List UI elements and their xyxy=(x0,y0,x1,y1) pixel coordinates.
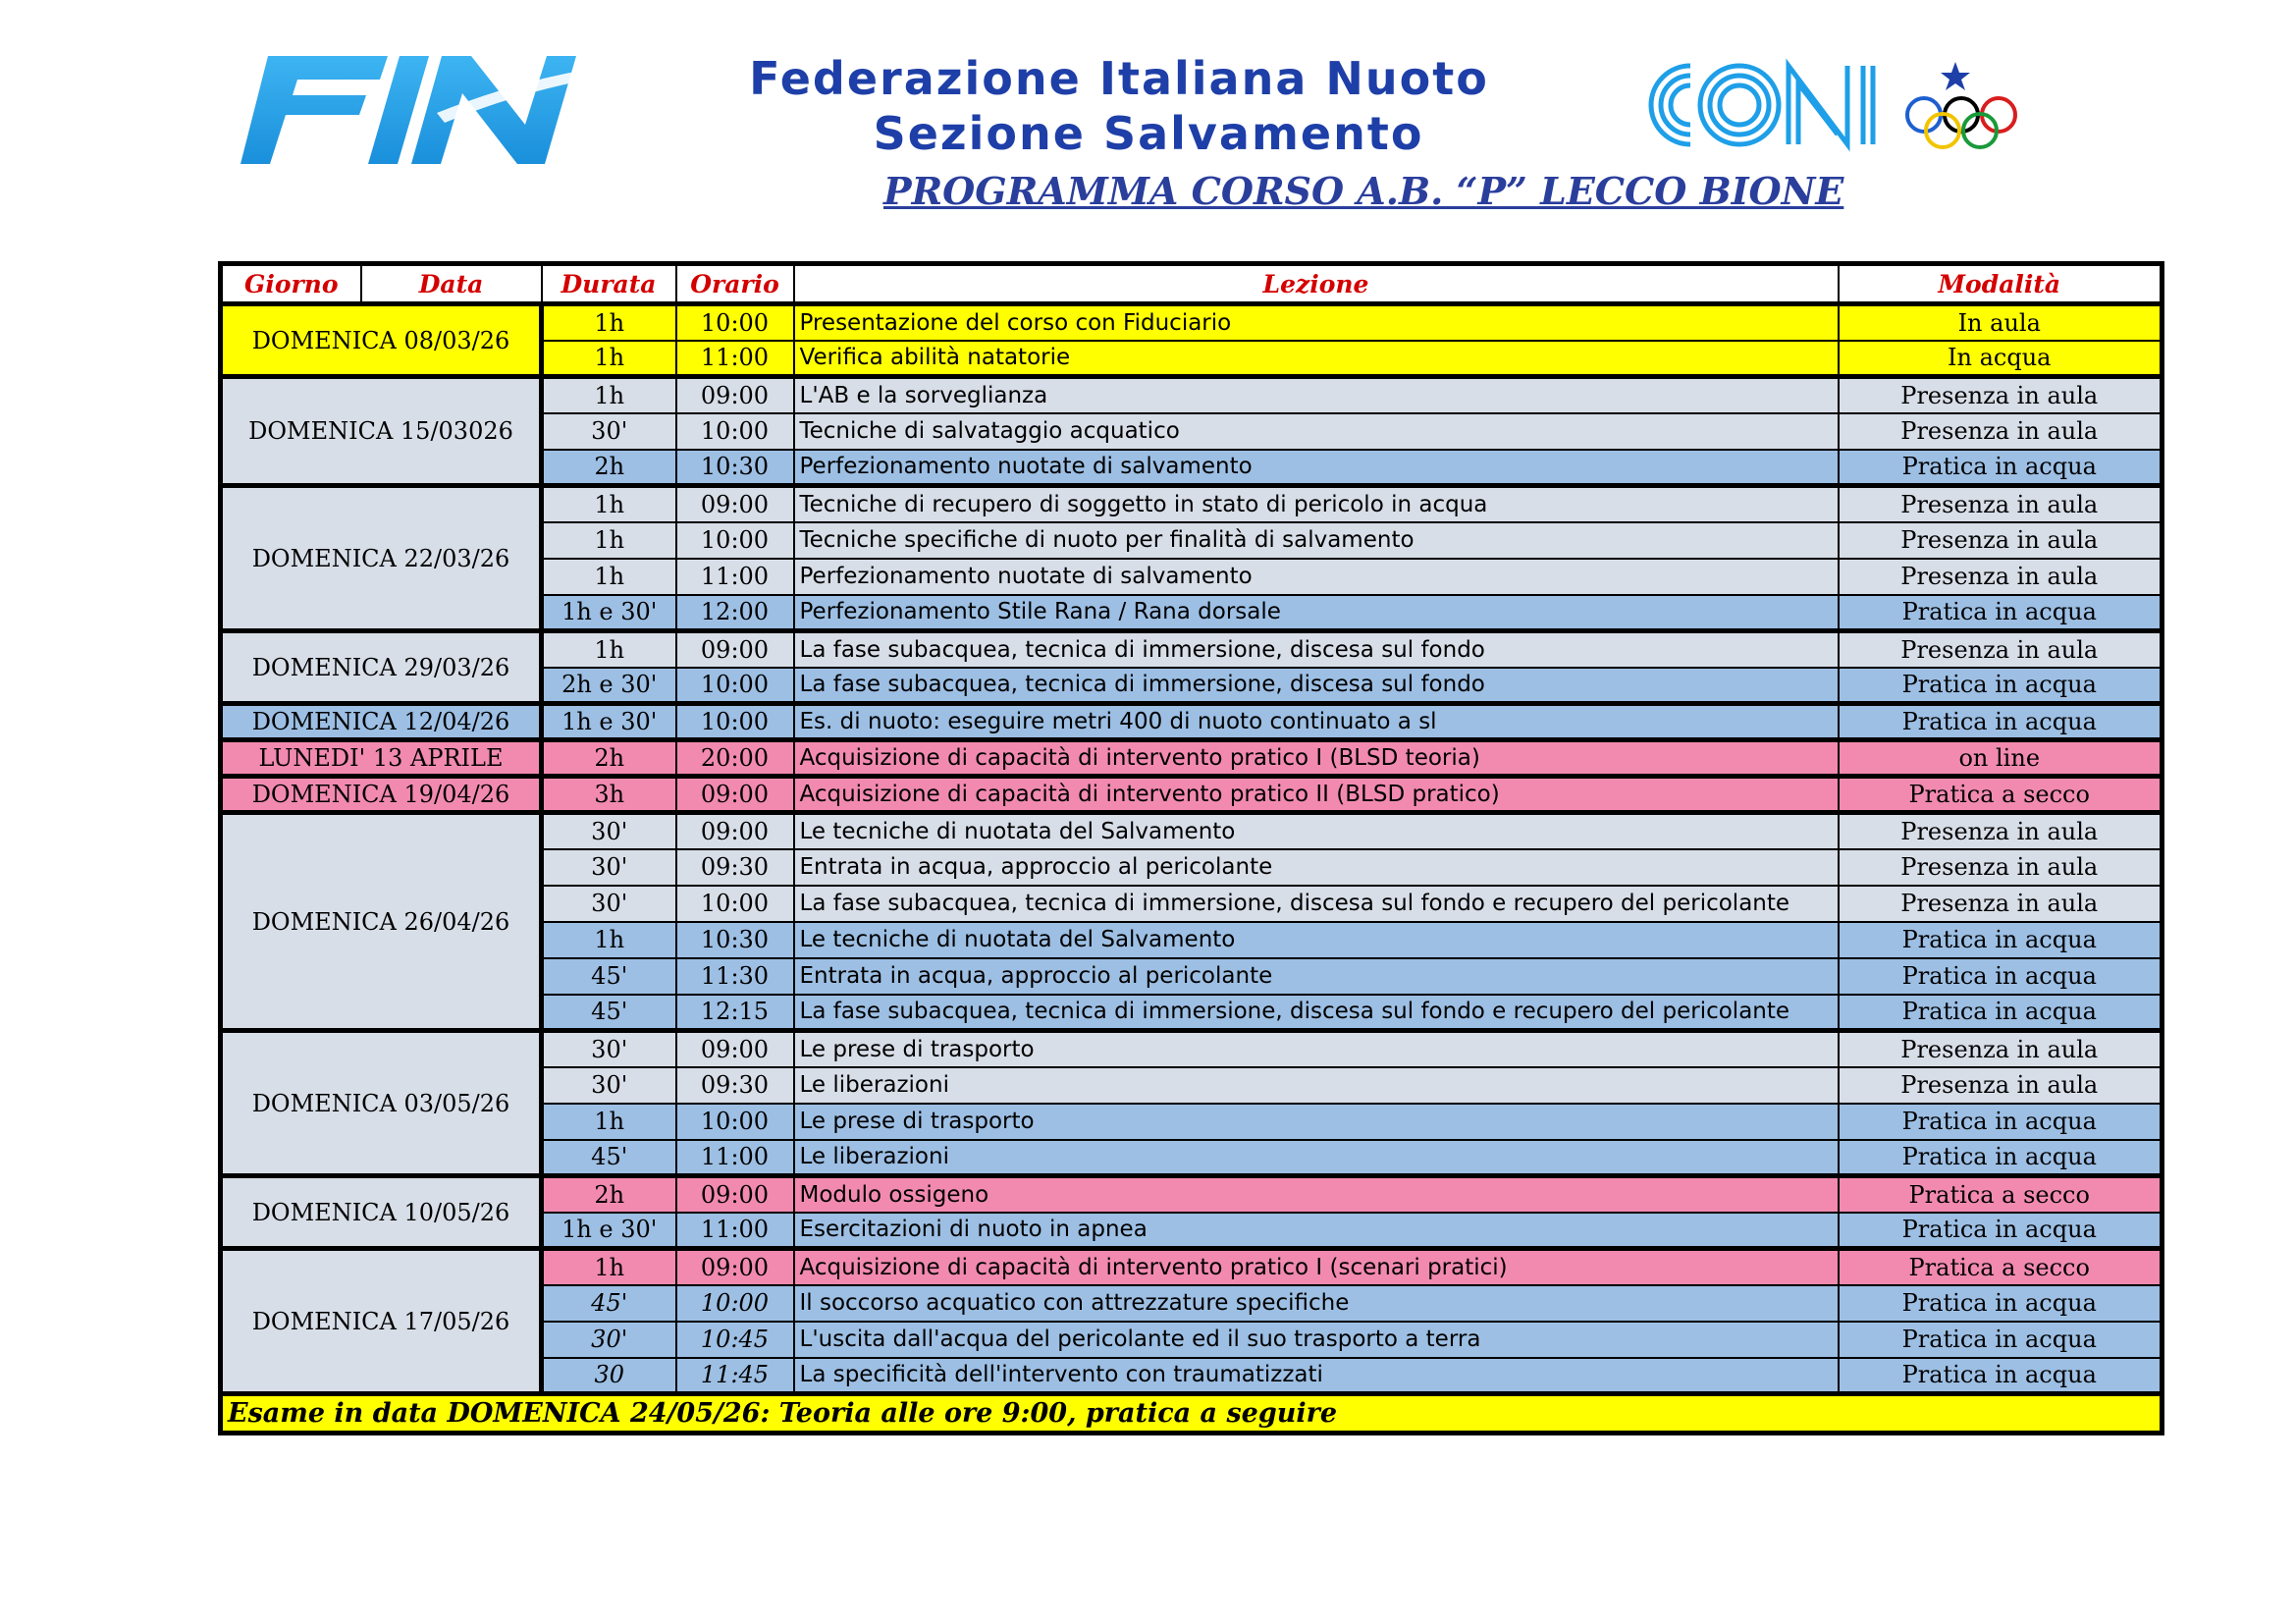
durata-cell: 1h xyxy=(542,486,676,522)
lezione-cell: Es. di nuoto: eseguire metri 400 di nuoto continuato a sl xyxy=(794,704,1839,740)
durata-cell: 45' xyxy=(542,995,676,1031)
federation-name: Federazione Italiana Nuoto xyxy=(749,52,1489,105)
section-name: Sezione Salvamento xyxy=(873,107,1424,160)
federation-title xyxy=(648,51,1590,161)
modalita-cell: Presenza in aula xyxy=(1839,377,2163,413)
day-date-cell: DOMENICA 08/03/26 xyxy=(221,304,542,377)
modalita-cell: Pratica in acqua xyxy=(1839,1358,2163,1394)
lezione-cell: Le liberazioni xyxy=(794,1140,1839,1176)
modalita-cell: Pratica in acqua xyxy=(1839,922,2163,958)
modalita-cell: Pratica in acqua xyxy=(1839,1140,2163,1176)
modalita-cell: Pratica in acqua xyxy=(1839,1213,2163,1249)
lezione-cell: Acquisizione di capacità di intervento pratico I (BLSD teoria) xyxy=(794,740,1839,777)
day-date-cell: LUNEDI' 13 APRILE xyxy=(221,740,542,777)
orario-cell: 10:30 xyxy=(676,450,794,486)
durata-cell: 2h xyxy=(542,450,676,486)
modalita-cell: Presenza in aula xyxy=(1839,849,2163,886)
modalita-cell: Pratica in acqua xyxy=(1839,450,2163,486)
lezione-cell: L'uscita dall'acqua del pericolante ed il suo trasporto a terra xyxy=(794,1322,1839,1358)
orario-cell: 09:00 xyxy=(676,1249,794,1285)
modalita-cell: Pratica a secco xyxy=(1839,1249,2163,1285)
orario-cell: 10:00 xyxy=(676,886,794,922)
lezione-cell: Acquisizione di capacità di intervento pratico I (scenari pratici) xyxy=(794,1249,1839,1285)
orario-cell: 11:45 xyxy=(676,1358,794,1394)
durata-cell: 1h xyxy=(542,341,676,377)
orario-cell: 12:00 xyxy=(676,595,794,631)
lezione-cell: Tecniche di salvataggio acquatico xyxy=(794,413,1839,450)
modalita-cell: Pratica in acqua xyxy=(1839,704,2163,740)
orario-cell: 11:00 xyxy=(676,341,794,377)
lezione-cell: Entrata in acqua, approccio al pericolante xyxy=(794,958,1839,995)
program-title: PROGRAMMA CORSO A.B. “P” LECCO BIONE xyxy=(883,169,1844,213)
durata-cell: 30' xyxy=(542,1322,676,1358)
orario-cell: 09:30 xyxy=(676,849,794,886)
durata-cell: 1h e 30' xyxy=(542,595,676,631)
orario-cell: 09:00 xyxy=(676,377,794,413)
orario-cell: 09:00 xyxy=(676,486,794,522)
table-row xyxy=(221,777,2163,813)
orario-cell: 11:30 xyxy=(676,958,794,995)
modalita-cell: Presenza in aula xyxy=(1839,559,2163,595)
table-row xyxy=(221,1031,2163,1067)
durata-cell: 30' xyxy=(542,849,676,886)
orario-cell: 09:30 xyxy=(676,1067,794,1104)
table-row xyxy=(221,1176,2163,1213)
modalita-cell: Pratica in acqua xyxy=(1839,668,2163,704)
modalita-cell: Pratica in acqua xyxy=(1839,995,2163,1031)
lezione-cell: La fase subacquea, tecnica di immersione, discesa sul fondo e recupero del pericolante xyxy=(794,886,1839,922)
modalita-cell: Presenza in aula xyxy=(1839,1067,2163,1104)
lezione-cell: La specificità dell'intervento con traumatizzati xyxy=(794,1358,1839,1394)
day-date-cell: DOMENICA 26/04/26 xyxy=(221,813,542,1031)
day-date-cell: DOMENICA 15/03026 xyxy=(221,377,542,486)
lezione-cell: Tecniche di recupero di soggetto in stato di pericolo in acqua xyxy=(794,486,1839,522)
lezione-cell: Perfezionamento nuotate di salvamento xyxy=(794,559,1839,595)
orario-cell: 10:00 xyxy=(676,1285,794,1322)
lezione-cell: Acquisizione di capacità di intervento pratico II (BLSD pratico) xyxy=(794,777,1839,813)
lezione-cell: Le prese di trasporto xyxy=(794,1031,1839,1067)
header-durata: Durata xyxy=(542,264,676,304)
orario-cell: 09:00 xyxy=(676,631,794,668)
durata-cell: 1h xyxy=(542,922,676,958)
modalita-cell: In aula xyxy=(1839,304,2163,341)
durata-cell: 1h xyxy=(542,1249,676,1285)
table-header-row xyxy=(221,264,2163,304)
lezione-cell: Le tecniche di nuotata del Salvamento xyxy=(794,922,1839,958)
header-giorno: Giorno xyxy=(221,264,361,304)
lezione-cell: La fase subacquea, tecnica di immersione, discesa sul fondo xyxy=(794,668,1839,704)
header-lezione: Lezione xyxy=(794,264,1839,304)
orario-cell: 11:00 xyxy=(676,1140,794,1176)
orario-cell: 10:00 xyxy=(676,522,794,559)
table-row xyxy=(221,704,2163,740)
table-row xyxy=(221,304,2163,341)
modalita-cell: Pratica in acqua xyxy=(1839,595,2163,631)
orario-cell: 10:00 xyxy=(676,704,794,740)
modalita-cell: Presenza in aula xyxy=(1839,522,2163,559)
durata-cell: 45' xyxy=(542,1285,676,1322)
durata-cell: 30' xyxy=(542,1031,676,1067)
lezione-cell: Entrata in acqua, approccio al pericolante xyxy=(794,849,1839,886)
table-row xyxy=(221,486,2163,522)
day-date-cell: DOMENICA 22/03/26 xyxy=(221,486,542,631)
day-date-cell: DOMENICA 03/05/26 xyxy=(221,1031,542,1176)
header-data: Data xyxy=(361,264,542,304)
modalita-cell: Presenza in aula xyxy=(1839,813,2163,849)
modalita-cell: Pratica in acqua xyxy=(1839,1104,2163,1140)
modalita-cell: on line xyxy=(1839,740,2163,777)
lezione-cell: L'AB e la sorveglianza xyxy=(794,377,1839,413)
modalita-cell: Presenza in aula xyxy=(1839,631,2163,668)
table-row xyxy=(221,631,2163,668)
day-date-cell: DOMENICA 12/04/26 xyxy=(221,704,542,740)
lezione-cell: Il soccorso acquatico con attrezzature specifiche xyxy=(794,1285,1839,1322)
modalita-cell: Presenza in aula xyxy=(1839,886,2163,922)
lezione-cell: La fase subacquea, tecnica di immersione, discesa sul fondo xyxy=(794,631,1839,668)
lezione-cell: Esercitazioni di nuoto in apnea xyxy=(794,1213,1839,1249)
modalita-cell: In acqua xyxy=(1839,341,2163,377)
durata-cell: 1h xyxy=(542,522,676,559)
modalita-cell: Pratica a secco xyxy=(1839,777,2163,813)
durata-cell: 2h e 30' xyxy=(542,668,676,704)
durata-cell: 2h xyxy=(542,740,676,777)
day-date-cell: DOMENICA 10/05/26 xyxy=(221,1176,542,1249)
exam-note: Esame in data DOMENICA 24/05/26: Teoria alle ore 9:00, pratica a seguire xyxy=(221,1394,2163,1434)
durata-cell: 1h xyxy=(542,304,676,341)
modalita-cell: Presenza in aula xyxy=(1839,486,2163,522)
day-date-cell: DOMENICA 29/03/26 xyxy=(221,631,542,704)
lezione-cell: Perfezionamento nuotate di salvamento xyxy=(794,450,1839,486)
lezione-cell: Le liberazioni xyxy=(794,1067,1839,1104)
orario-cell: 09:00 xyxy=(676,1031,794,1067)
durata-cell: 3h xyxy=(542,777,676,813)
orario-cell: 09:00 xyxy=(676,813,794,849)
durata-cell: 45' xyxy=(542,958,676,995)
table-row xyxy=(221,740,2163,777)
durata-cell: 1h e 30' xyxy=(542,1213,676,1249)
modalita-cell: Pratica in acqua xyxy=(1839,1285,2163,1322)
lezione-cell: Tecniche specifiche di nuoto per finalità di salvamento xyxy=(794,522,1839,559)
orario-cell: 11:00 xyxy=(676,1213,794,1249)
orario-cell: 10:00 xyxy=(676,413,794,450)
orario-cell: 20:00 xyxy=(676,740,794,777)
modalita-cell: Pratica a secco xyxy=(1839,1176,2163,1213)
orario-cell: 09:00 xyxy=(676,1176,794,1213)
orario-cell: 11:00 xyxy=(676,559,794,595)
table-row xyxy=(221,1249,2163,1285)
day-date-cell: DOMENICA 17/05/26 xyxy=(221,1249,542,1394)
modalita-cell: Presenza in aula xyxy=(1839,1031,2163,1067)
durata-cell: 30' xyxy=(542,413,676,450)
durata-cell: 1h xyxy=(542,377,676,413)
lezione-cell: Le tecniche di nuotata del Salvamento xyxy=(794,813,1839,849)
orario-cell: 10:30 xyxy=(676,922,794,958)
header-modalita: Modalità xyxy=(1839,264,2163,304)
lezione-cell: Presentazione del corso con Fiduciario xyxy=(794,304,1839,341)
modalita-cell: Pratica in acqua xyxy=(1839,1322,2163,1358)
table-row xyxy=(221,813,2163,849)
lezione-cell: Le prese di trasporto xyxy=(794,1104,1839,1140)
coni-logo xyxy=(1631,54,2054,152)
durata-cell: 30' xyxy=(542,813,676,849)
durata-cell: 2h xyxy=(542,1176,676,1213)
orario-cell: 12:15 xyxy=(676,995,794,1031)
durata-cell: 30' xyxy=(542,886,676,922)
durata-cell: 1h xyxy=(542,631,676,668)
lezione-cell: La fase subacquea, tecnica di immersione, discesa sul fondo e recupero del pericolante xyxy=(794,995,1839,1031)
modalita-cell: Pratica in acqua xyxy=(1839,958,2163,995)
exam-row xyxy=(221,1394,2163,1434)
durata-cell: 45' xyxy=(542,1140,676,1176)
fin-logo xyxy=(240,54,628,167)
orario-cell: 10:45 xyxy=(676,1322,794,1358)
orario-cell: 10:00 xyxy=(676,1104,794,1140)
orario-cell: 10:00 xyxy=(676,668,794,704)
table-row xyxy=(221,377,2163,413)
durata-cell: 1h e 30' xyxy=(542,704,676,740)
orario-cell: 09:00 xyxy=(676,777,794,813)
header-orario: Orario xyxy=(676,264,794,304)
durata-cell: 1h xyxy=(542,559,676,595)
lezione-cell: Modulo ossigeno xyxy=(794,1176,1839,1213)
durata-cell: 1h xyxy=(542,1104,676,1140)
schedule-table xyxy=(218,261,2164,1435)
orario-cell: 10:00 xyxy=(676,304,794,341)
modalita-cell: Presenza in aula xyxy=(1839,413,2163,450)
lezione-cell: Verifica abilità natatorie xyxy=(794,341,1839,377)
lezione-cell: Perfezionamento Stile Rana / Rana dorsale xyxy=(794,595,1839,631)
durata-cell: 30' xyxy=(542,1067,676,1104)
day-date-cell: DOMENICA 19/04/26 xyxy=(221,777,542,813)
schedule-body xyxy=(221,304,2163,1394)
durata-cell: 30 xyxy=(542,1358,676,1394)
